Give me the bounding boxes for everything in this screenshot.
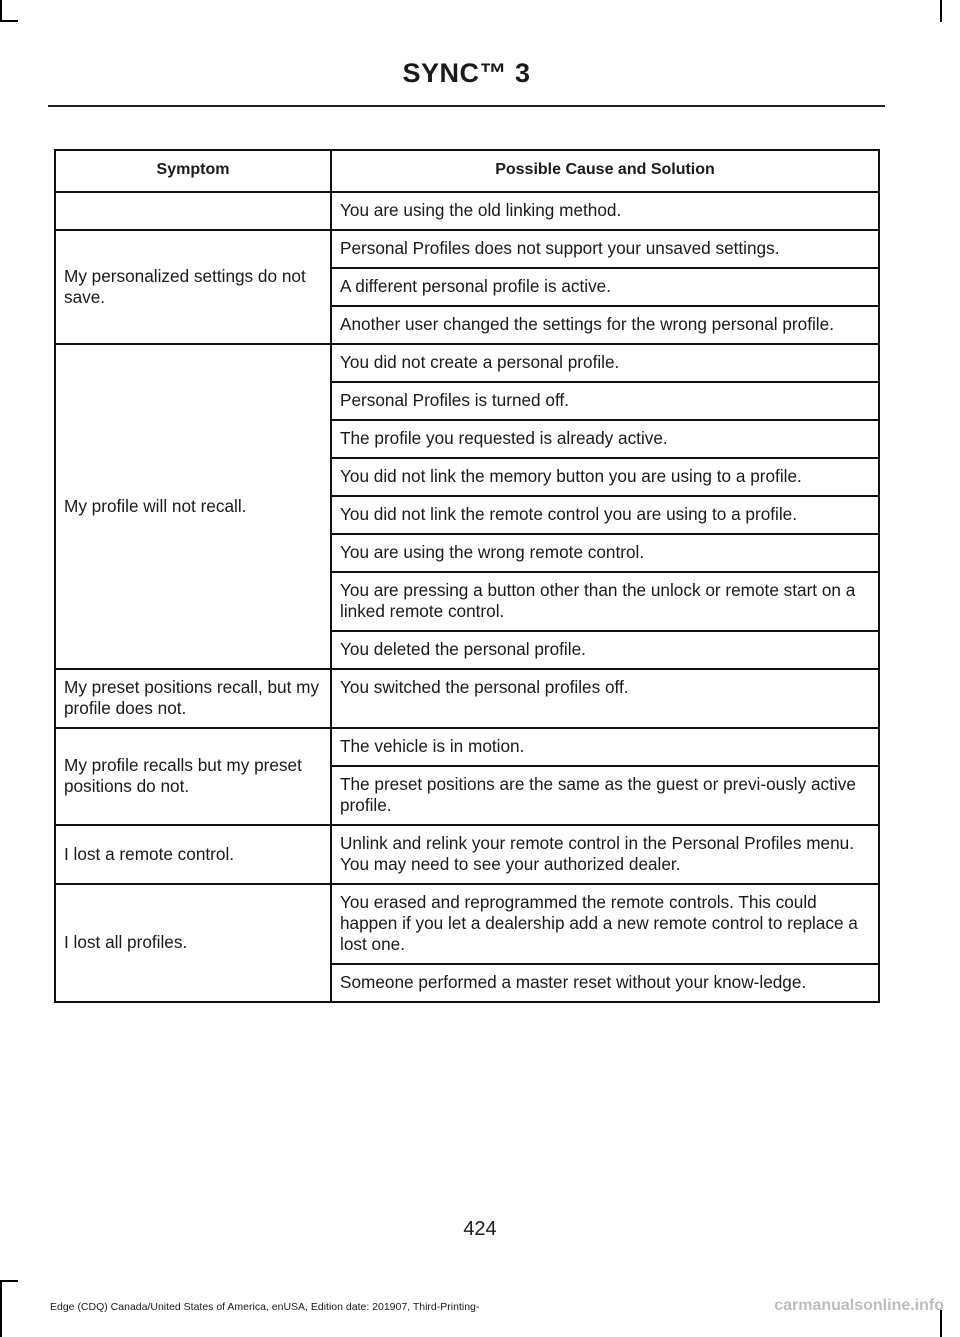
page-number: 424 bbox=[463, 1218, 497, 1240]
cause-cell: You deleted the personal profile. bbox=[331, 631, 879, 669]
table-row bbox=[55, 825, 879, 884]
cause-cell: Unlink and relink your remote control in the Personal Profiles menu. You may need to see your authorized dealer. bbox=[331, 825, 879, 884]
symptom-cell: My profile will not recall. bbox=[55, 344, 331, 669]
table-row bbox=[55, 884, 879, 964]
table-row bbox=[55, 344, 879, 382]
header-divider bbox=[48, 105, 885, 107]
watermark: carmanualsonline.info bbox=[774, 1297, 944, 1314]
symptom-cell: My profile recalls but my preset positions do not. bbox=[55, 728, 331, 825]
cause-cell: You switched the personal profiles off. bbox=[331, 669, 879, 728]
cause-cell: Personal Profiles is turned off. bbox=[331, 382, 879, 420]
table-row bbox=[55, 728, 879, 766]
cause-cell: You did not create a personal profile. bbox=[331, 344, 879, 382]
symptom-cell: I lost a remote control. bbox=[55, 825, 331, 884]
cause-cell: You did not link the memory button you are using to a profile. bbox=[331, 458, 879, 496]
cause-cell: The profile you requested is already active. bbox=[331, 420, 879, 458]
crop-mark-bottom-left-h bbox=[0, 1280, 18, 1282]
cause-cell: You are pressing a button other than the unlock or remote start on a linked remote control. bbox=[331, 572, 879, 631]
cause-cell: You are using the old linking method. bbox=[331, 192, 879, 230]
crop-mark-top-left-v bbox=[0, 0, 2, 22]
symptom-cell: My preset positions recall, but my profile does not. bbox=[55, 669, 331, 728]
cause-cell: You did not link the remote control you are using to a profile. bbox=[331, 496, 879, 534]
crop-mark-top-left-h bbox=[0, 20, 18, 22]
cause-cell: Another user changed the settings for the wrong personal profile. bbox=[331, 306, 879, 344]
table-row bbox=[55, 669, 879, 728]
page-title: SYNC™ 3 bbox=[402, 58, 531, 88]
symptom-cell: My personalized settings do not save. bbox=[55, 230, 331, 344]
table-header-row bbox=[55, 150, 879, 192]
cause-cell: The vehicle is in motion. bbox=[331, 728, 879, 766]
cause-cell: A different personal profile is active. bbox=[331, 268, 879, 306]
column-header-cause: Possible Cause and Solution bbox=[331, 150, 879, 192]
table-row bbox=[55, 230, 879, 268]
cause-cell: You erased and reprogrammed the remote controls. This could happen if you let a dealership add a new remote control to replace a lost one. bbox=[331, 884, 879, 964]
troubleshooting-table bbox=[54, 149, 880, 1003]
cause-cell: Personal Profiles does not support your unsaved settings. bbox=[331, 230, 879, 268]
symptom-cell bbox=[55, 192, 331, 230]
crop-mark-bottom-left-v bbox=[0, 1280, 2, 1337]
table-row bbox=[55, 192, 879, 230]
crop-mark-top-right-v bbox=[940, 0, 942, 22]
edition-info: Edge (CDQ) Canada/United States of America, enUSA, Edition date: 201907, Third-Printing- bbox=[50, 1301, 480, 1313]
cause-cell: You are using the wrong remote control. bbox=[331, 534, 879, 572]
column-header-symptom: Symptom bbox=[55, 150, 331, 192]
cause-cell: Someone performed a master reset without your know-ledge. bbox=[331, 964, 879, 1002]
cause-cell: The preset positions are the same as the guest or previ-ously active profile. bbox=[331, 766, 879, 825]
symptom-cell: I lost all profiles. bbox=[55, 884, 331, 1002]
